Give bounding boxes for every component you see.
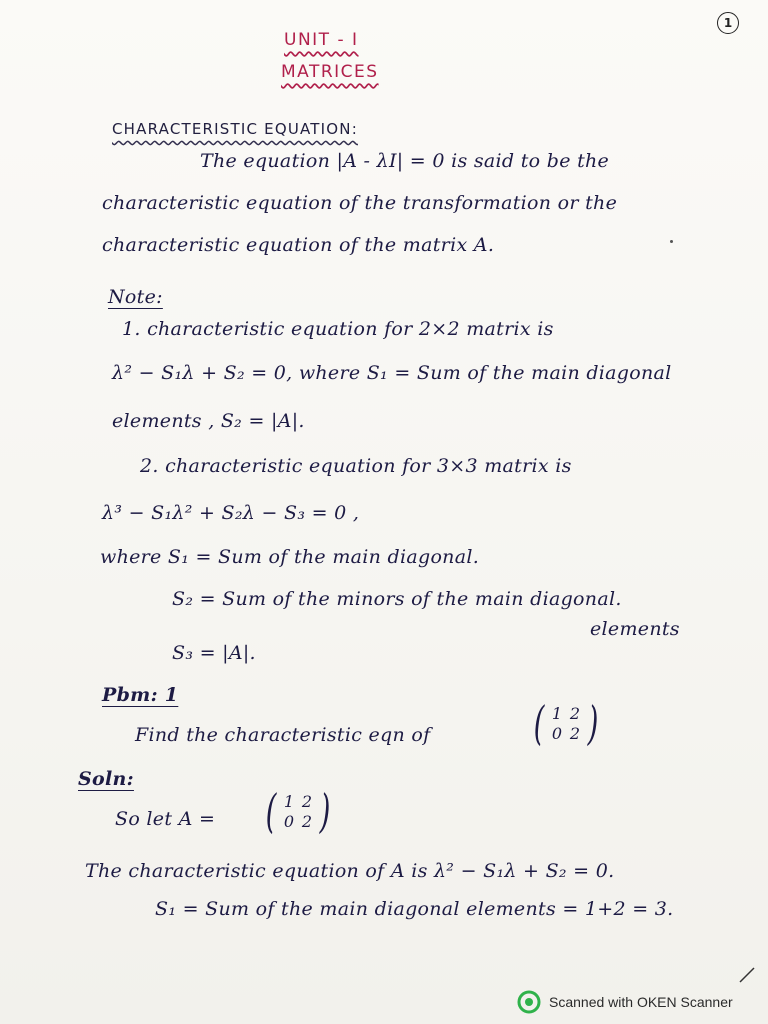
solution-label: Soln: xyxy=(78,768,134,790)
section-title: CHARACTERISTIC EQUATION: xyxy=(112,120,358,138)
solution-let: So let A = xyxy=(115,808,216,830)
left-paren: ( xyxy=(533,696,545,750)
intro-line-3: characteristic equation of the matrix A. xyxy=(102,234,495,256)
solution-line-2: S₁ = Sum of the main diagonal elements = 1+2 = 3. xyxy=(155,898,674,920)
solution-matrix xyxy=(262,784,334,838)
problem-matrix-grid xyxy=(548,703,584,743)
problem-statement: Find the characteristic eqn of xyxy=(135,724,431,746)
matrix-cell: 2 xyxy=(301,811,313,831)
note-item-2-line-5: elements xyxy=(590,618,680,640)
solution-matrix-grid xyxy=(280,791,316,831)
right-paren: ) xyxy=(587,696,599,750)
left-paren: ( xyxy=(265,784,277,838)
intro-line-2: characteristic equation of the transformation or the xyxy=(102,192,618,214)
note-item-1-line-2: λ² − S₁λ + S₂ = 0, where S₁ = Sum of the main diagonal xyxy=(112,362,672,384)
matrix-cell: 1 xyxy=(551,703,563,723)
problem-matrix xyxy=(530,696,602,750)
note-item-2-line-3: where S₁ = Sum of the main diagonal. xyxy=(100,546,480,568)
note-item-2-line-1: 2. characteristic equation for 3×3 matrix is xyxy=(140,455,572,477)
matrix-cell: 2 xyxy=(301,791,313,811)
note-item-2-line-6: S₃ = |A|. xyxy=(172,642,256,664)
matrix-cell: 2 xyxy=(569,703,581,723)
right-paren: ) xyxy=(319,784,331,838)
note-item-2-line-2: λ³ − S₁λ² + S₂λ − S₃ = 0 , xyxy=(102,502,360,524)
scanner-text: Scanned with OKEN Scanner xyxy=(549,994,733,1010)
problem-label: Pbm: 1 xyxy=(102,684,179,706)
scanner-logo-icon xyxy=(517,990,541,1014)
scanner-footer xyxy=(517,990,733,1014)
unit-heading: UNIT - I xyxy=(284,30,359,50)
matrix-cell: 0 xyxy=(551,723,563,743)
note-label: Note: xyxy=(108,286,163,308)
matrix-cell: 2 xyxy=(569,723,581,743)
matrix-cell: 1 xyxy=(283,791,295,811)
matrix-cell: 0 xyxy=(283,811,295,831)
solution-line-1: The characteristic equation of A is λ² − S₁λ + S₂ = 0. xyxy=(85,860,615,882)
page-corner-mark xyxy=(738,966,756,984)
intro-line-1: The equation |A - λI| = 0 is said to be the xyxy=(200,150,610,172)
subject-heading: MATRICES xyxy=(281,62,379,82)
page-number: 1 xyxy=(717,12,739,34)
stray-dot xyxy=(670,240,673,243)
note-item-1-line-3: elements , S₂ = |A|. xyxy=(112,410,305,432)
note-item-1-line-1: 1. characteristic equation for 2×2 matrix is xyxy=(122,318,554,340)
note-item-2-line-4: S₂ = Sum of the minors of the main diagonal. xyxy=(172,588,622,610)
